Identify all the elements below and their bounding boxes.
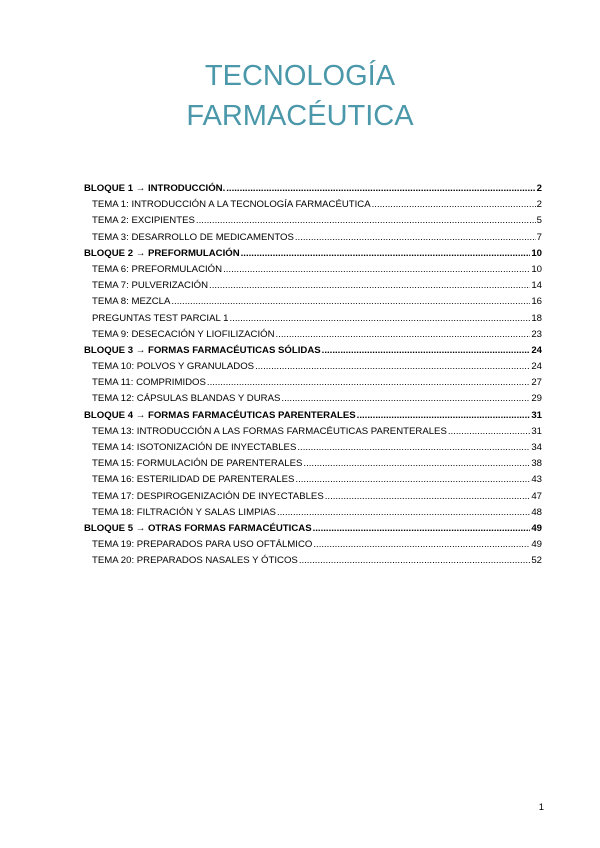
toc-entry-label: TEMA 12: CÁPSULAS BLANDAS Y DURAS xyxy=(92,393,281,405)
toc-entry-page: 48 xyxy=(531,506,542,518)
toc-dot-leader xyxy=(322,343,531,359)
toc-dot-leader xyxy=(241,246,531,262)
toc-entry-page: 52 xyxy=(531,555,542,567)
toc-entry-label: TEMA 14: ISOTONIZACIÓN DE INYECTABLES xyxy=(92,442,297,453)
toc-dot-leader xyxy=(297,440,530,456)
toc-entry-page: 23 xyxy=(531,328,542,340)
toc-dot-leader xyxy=(313,521,531,537)
toc-topic-entry[interactable] xyxy=(84,537,542,553)
toc-topic-entry[interactable] xyxy=(84,505,542,521)
toc-entry-page: 31 xyxy=(531,409,542,421)
toc-entry-label: TEMA 11: COMPRIMIDOS xyxy=(92,377,206,389)
toc-block-entry[interactable] xyxy=(84,521,542,537)
toc-entry-label: TEMA 9: DESECACIÓN Y LIOFILIZACIÓN xyxy=(92,328,275,340)
toc-entry-page: 31 xyxy=(531,425,542,437)
toc-dot-leader xyxy=(229,311,530,327)
toc-entry-label: TEMA 3: DESARROLLO DE MEDICAMENTOS xyxy=(92,231,294,243)
toc-entry-label: BLOQUE 4 → FORMAS FARMACÉUTICAS PARENTERALES xyxy=(84,409,356,421)
toc-dot-leader xyxy=(303,456,530,472)
toc-dot-leader xyxy=(209,278,530,294)
toc-entry-page: 2 xyxy=(536,199,542,211)
toc-dot-leader xyxy=(372,197,536,213)
toc-entry-page: 47 xyxy=(531,490,542,502)
toc-dot-leader xyxy=(325,489,531,505)
toc-dot-leader xyxy=(299,553,531,569)
toc-topic-entry[interactable] xyxy=(84,213,542,229)
toc-topic-entry[interactable] xyxy=(84,472,542,488)
toc-entry-page: 10 xyxy=(531,263,542,275)
toc-entry-page: 38 xyxy=(531,458,542,470)
toc-topic-entry[interactable] xyxy=(84,424,542,440)
document-title-line-1: TECNOLOGÍA xyxy=(204,60,396,92)
toc-entry-page: 5 xyxy=(536,215,542,227)
toc-dot-leader xyxy=(276,327,531,343)
toc-dot-leader xyxy=(255,359,530,375)
toc-entry-page: 29 xyxy=(531,393,542,405)
toc-entry-label: TEMA 16: ESTERILIDAD DE PARENTERALES xyxy=(92,474,295,486)
toc-block-entry[interactable] xyxy=(84,343,542,359)
toc-topic-entry[interactable] xyxy=(84,278,542,294)
toc-entry-label: TEMA 17: DESPIROGENIZACIÓN DE INYECTABLES xyxy=(92,490,324,502)
toc-entry-page: 27 xyxy=(531,377,542,389)
toc-entry-label: TEMA 19: PREPARADOS PARA USO OFTÁLMICO xyxy=(92,539,313,551)
toc-dot-leader xyxy=(281,391,530,407)
toc-entry-label: TEMA 13: INTRODUCCIÓN A LAS FORMAS FARMACÉUTICAS PARENTERALES xyxy=(92,425,447,437)
toc-entry-label: TEMA 18: FILTRACIÓN Y SALAS LIMPIAS xyxy=(92,506,276,518)
toc-entry-page: 49 xyxy=(531,522,542,534)
toc-entry-page: 14 xyxy=(531,280,542,292)
toc-topic-entry[interactable] xyxy=(84,456,542,472)
toc-entry-page: 2 xyxy=(536,183,542,194)
toc-entry-label: BLOQUE 3 → FORMAS FARMACÉUTICAS SÓLIDAS xyxy=(84,344,321,356)
toc-dot-leader xyxy=(223,262,530,278)
toc-entry-label: TEMA 10: POLVOS Y GRANULADOS xyxy=(92,361,255,373)
toc-entry-label: TEMA 20: PREPARADOS NASALES Y ÓTICOS xyxy=(92,555,298,567)
toc-topic-entry[interactable] xyxy=(84,359,542,375)
toc-entry-label: TEMA 6: PREFORMULACIÓN xyxy=(92,263,223,275)
toc-entry-page: 18 xyxy=(531,312,542,324)
toc-entry-label: TEMA 1: INTRODUCCIÓN A LA TECNOLOGÍA FARMACÉUTICA xyxy=(92,199,371,211)
toc-dot-leader xyxy=(277,505,530,521)
toc-dot-leader xyxy=(295,472,530,488)
toc-entry-page: 43 xyxy=(531,474,542,486)
toc-block-entry[interactable] xyxy=(84,246,542,262)
toc-entry-label: TEMA 15: FORMULACIÓN DE PARENTERALES xyxy=(92,458,303,470)
toc-topic-entry[interactable] xyxy=(84,197,542,213)
toc-entry-label: BLOQUE 5 → OTRAS FORMAS FARMACÉUTICAS xyxy=(84,522,312,534)
toc-topic-entry[interactable] xyxy=(84,230,542,246)
toc-block-entry[interactable] xyxy=(84,408,542,424)
toc-dot-leader xyxy=(313,537,530,553)
toc-dot-leader xyxy=(196,213,536,229)
toc-entry-page: 34 xyxy=(531,442,542,453)
toc-entry-label: TEMA 7: PULVERIZACIÓN xyxy=(92,280,209,292)
toc-entry-page: 49 xyxy=(531,539,542,551)
toc-topic-entry[interactable] xyxy=(84,311,542,327)
toc-topic-entry[interactable] xyxy=(84,440,542,456)
toc-entry-label: BLOQUE 1 → INTRODUCCIÓN. xyxy=(84,183,226,194)
table-of-contents xyxy=(84,181,542,570)
toc-topic-entry[interactable] xyxy=(84,327,542,343)
toc-entry-page: 7 xyxy=(536,231,542,243)
document-title-line-2: FARMACÉUTICA xyxy=(186,100,414,132)
toc-topic-entry[interactable] xyxy=(84,262,542,278)
toc-dot-leader xyxy=(357,408,531,424)
toc-dot-leader xyxy=(171,294,530,310)
toc-dot-leader xyxy=(207,375,530,391)
toc-entry-page: 24 xyxy=(531,344,542,356)
toc-entry-page: 16 xyxy=(531,296,542,308)
toc-dot-leader xyxy=(226,181,535,197)
toc-topic-entry[interactable] xyxy=(84,391,542,407)
toc-entry-page: 10 xyxy=(531,247,542,259)
toc-entry-label: TEMA 2: EXCIPIENTES xyxy=(92,215,195,227)
toc-block-entry[interactable] xyxy=(84,181,542,197)
toc-entry-label: PREGUNTAS TEST PARCIAL 1 xyxy=(92,312,229,324)
toc-topic-entry[interactable] xyxy=(84,553,542,569)
toc-topic-entry[interactable] xyxy=(84,375,542,391)
page-number: 1 xyxy=(538,802,544,813)
toc-entry-label: TEMA 8: MEZCLA xyxy=(92,296,171,308)
toc-topic-entry[interactable] xyxy=(84,489,542,505)
toc-entry-label: BLOQUE 2 → PREFORMULACIÓN xyxy=(84,247,240,259)
toc-topic-entry[interactable] xyxy=(84,294,542,310)
toc-entry-page: 24 xyxy=(531,361,542,373)
toc-dot-leader xyxy=(448,424,530,440)
toc-dot-leader xyxy=(295,230,536,246)
